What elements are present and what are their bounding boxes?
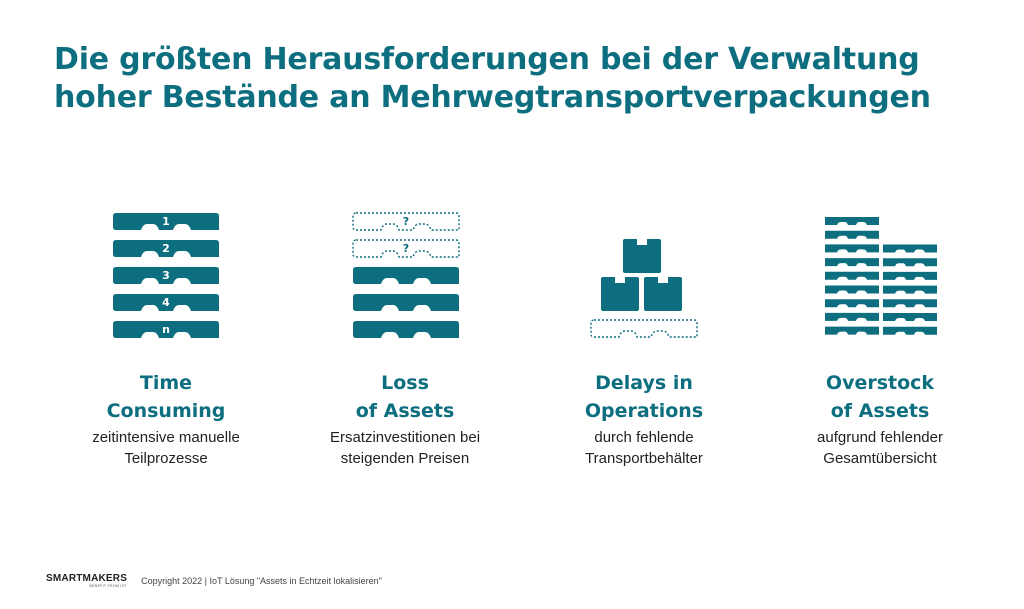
missing-mark-1: ? xyxy=(402,215,410,228)
right-tower-pallet xyxy=(883,272,937,280)
logo-brand: SMARTMAKERS xyxy=(46,573,128,584)
pallet-towers-icon xyxy=(823,214,939,342)
copyright-text: Copyright 2022 | IoT Lösung "Assets in Echtzeit lokalisieren" xyxy=(141,576,382,586)
pallet-label-3: 3 xyxy=(162,269,170,282)
right-tower-pallet xyxy=(883,258,937,266)
column-subtext: durch fehlende Transportbehälter xyxy=(585,429,703,467)
right-tower-pallet xyxy=(883,313,937,321)
loss-of-assets-column xyxy=(295,369,515,469)
numbered-pallet-stack-icon xyxy=(112,211,220,341)
column-subtext: aufgrund fehlender Gesamtübersicht xyxy=(817,429,943,467)
right-tower-pallet xyxy=(883,245,937,253)
left-tower-pallet xyxy=(825,286,879,294)
overstock-of-assets-column xyxy=(770,369,990,469)
left-tower-pallet xyxy=(825,299,879,307)
column-subtext: Ersatzinvestitionen bei steigenden Preisen xyxy=(329,429,481,467)
column-heading: Overstock of Assets xyxy=(825,372,935,422)
smartmakers-logo xyxy=(46,573,127,589)
right-tower-pallet xyxy=(883,286,937,294)
pallet-label-4: 4 xyxy=(162,296,170,309)
left-tower-pallet xyxy=(825,258,879,266)
missing-mark-2: ? xyxy=(402,242,410,255)
left-tower-pallet xyxy=(825,244,879,252)
left-tower-pallet xyxy=(825,327,879,335)
right-tower-pallet xyxy=(883,327,937,335)
pallet-label-1: 1 xyxy=(162,215,170,228)
column-heading: Time Consuming xyxy=(106,372,226,422)
delays-in-operations-column xyxy=(534,369,754,469)
left-tower-pallet xyxy=(825,272,879,280)
column-subtext: zeitintensive manuelle Teilprozesse xyxy=(92,429,240,467)
page-title-line2: hoher Bestände an Mehrwegtransportverpackungen xyxy=(54,80,931,115)
column-heading: Delays in Operations xyxy=(584,372,704,422)
footer xyxy=(46,571,382,591)
logo-tagline: BENEFIT FROM IOT xyxy=(89,584,128,588)
time-consuming-column xyxy=(56,369,276,469)
page-title-line1: Die größten Herausforderungen bei der Verwaltung xyxy=(54,42,920,77)
boxes-on-missing-pallet-icon xyxy=(589,238,699,342)
column-heading: Loss of Assets xyxy=(355,372,455,422)
pallet-label-2: 2 xyxy=(162,242,170,255)
right-tower-pallet xyxy=(883,299,937,307)
page-title xyxy=(54,41,954,117)
pallet-label-n: n xyxy=(162,323,170,336)
left-tower-pallet xyxy=(825,217,879,225)
missing-pallets-stack-icon xyxy=(351,211,461,341)
left-tower-pallet xyxy=(825,313,879,321)
left-tower-pallet xyxy=(825,231,879,239)
